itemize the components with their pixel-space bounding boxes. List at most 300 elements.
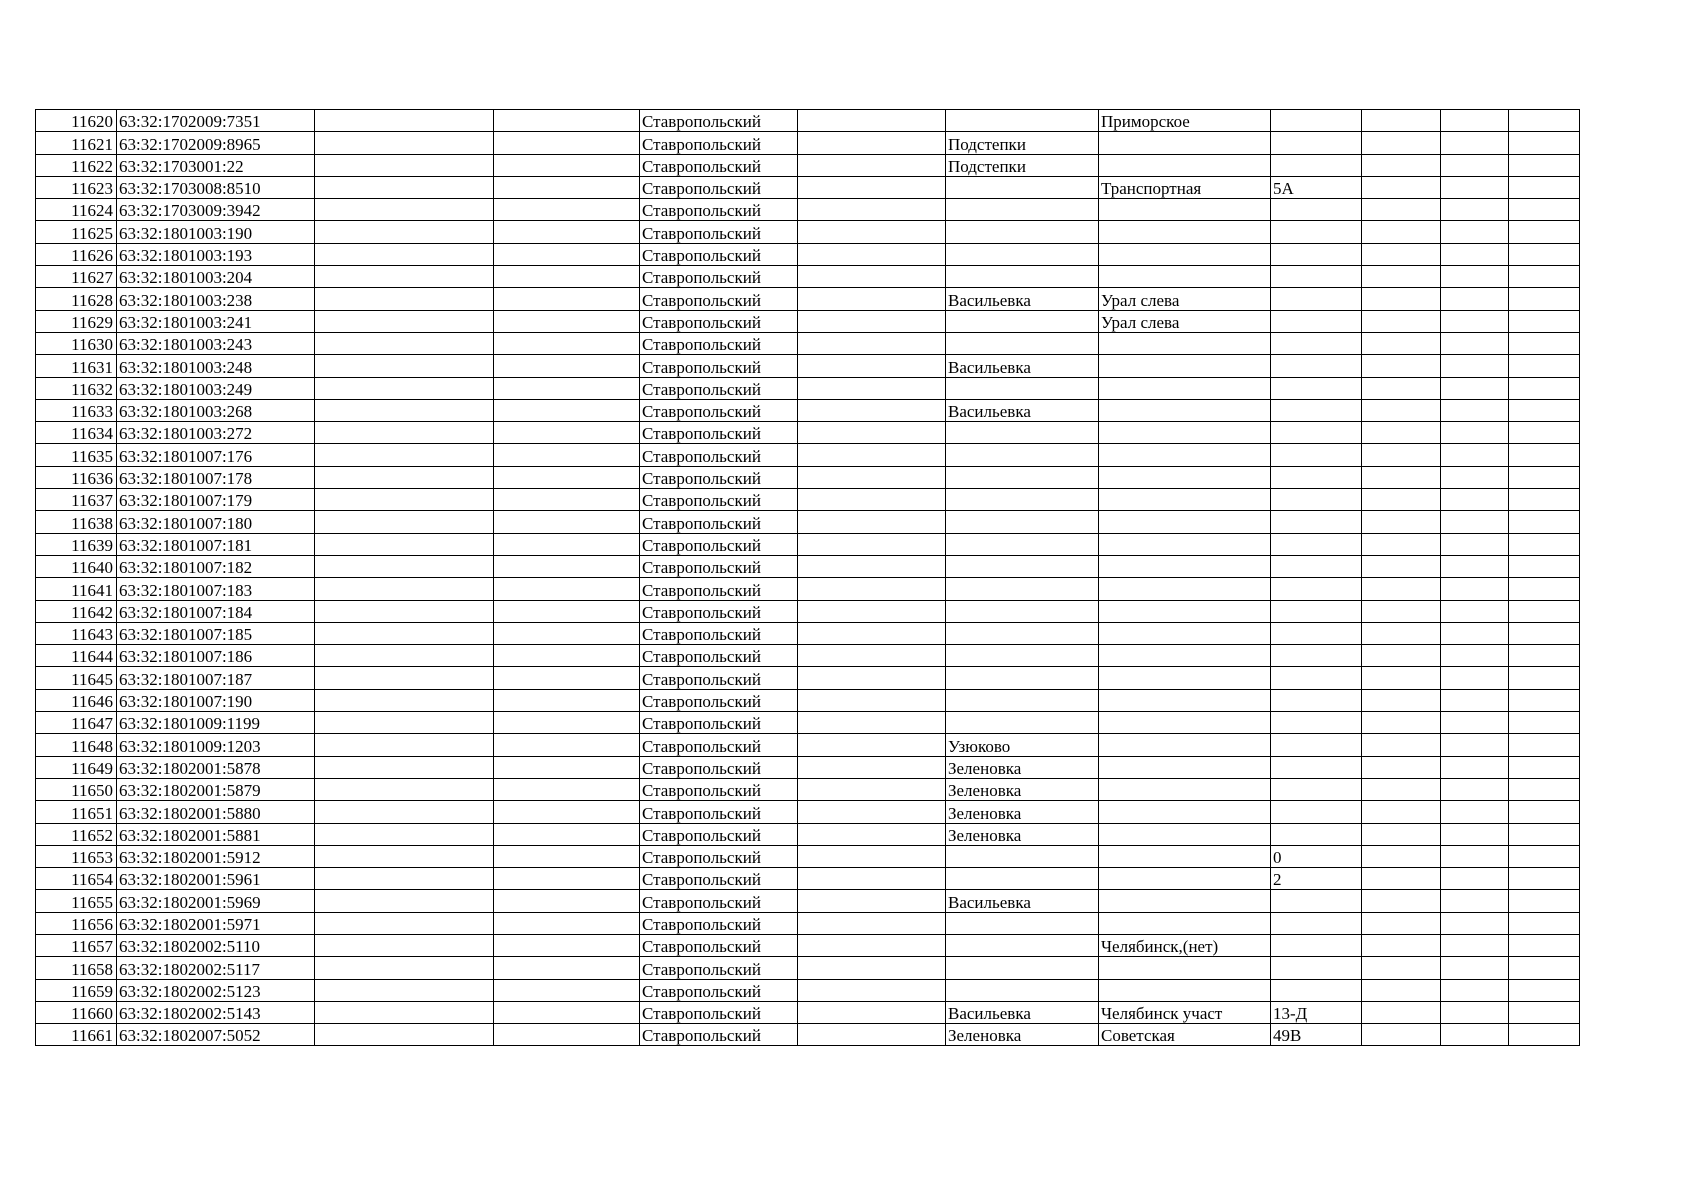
empty-cell: [1362, 890, 1441, 912]
cadastral-number-cell: 63:32:1801003:249: [117, 377, 315, 399]
empty-cell: [1441, 667, 1509, 689]
empty-cell: [1441, 377, 1509, 399]
settlement-cell: Зеленовка: [946, 756, 1099, 778]
empty-cell: [1509, 176, 1580, 198]
settlement-cell: [946, 377, 1099, 399]
empty-cell: [494, 243, 640, 265]
empty-cell: [494, 154, 640, 176]
street-cell: [1099, 734, 1271, 756]
row-number-cell: 11640: [36, 555, 117, 577]
empty-cell: [315, 555, 494, 577]
empty-cell: [1509, 712, 1580, 734]
empty-cell: [1441, 332, 1509, 354]
empty-cell: [315, 176, 494, 198]
table-row: [36, 555, 1580, 577]
empty-cell: [494, 934, 640, 956]
empty-cell: [1362, 288, 1441, 310]
table-row: [36, 778, 1580, 800]
table-row: [36, 266, 1580, 288]
house-number-cell: 2: [1271, 868, 1362, 890]
empty-cell: [1509, 154, 1580, 176]
empty-cell: [494, 266, 640, 288]
empty-cell: [315, 444, 494, 466]
empty-cell: [1509, 399, 1580, 421]
street-cell: [1099, 868, 1271, 890]
empty-cell: [494, 466, 640, 488]
row-number-cell: 11628: [36, 288, 117, 310]
street-cell: [1099, 645, 1271, 667]
table-row: [36, 511, 1580, 533]
empty-cell: [1362, 778, 1441, 800]
row-number-cell: 11657: [36, 934, 117, 956]
empty-cell: [798, 489, 946, 511]
district-cell: Ставропольский: [640, 489, 798, 511]
empty-cell: [494, 622, 640, 644]
street-cell: [1099, 979, 1271, 1001]
empty-cell: [1441, 199, 1509, 221]
district-cell: Ставропольский: [640, 110, 798, 132]
street-cell: [1099, 600, 1271, 622]
cadastral-number-cell: 63:32:1802001:5880: [117, 801, 315, 823]
empty-cell: [798, 756, 946, 778]
empty-cell: [1362, 756, 1441, 778]
empty-cell: [1441, 132, 1509, 154]
empty-cell: [494, 489, 640, 511]
empty-cell: [1441, 823, 1509, 845]
settlement-cell: [946, 243, 1099, 265]
district-cell: Ставропольский: [640, 243, 798, 265]
empty-cell: [1509, 578, 1580, 600]
row-number-cell: 11627: [36, 266, 117, 288]
street-cell: [1099, 622, 1271, 644]
street-cell: [1099, 712, 1271, 734]
table-row: [36, 176, 1580, 198]
street-cell: [1099, 422, 1271, 444]
empty-cell: [798, 288, 946, 310]
empty-cell: [315, 890, 494, 912]
house-number-cell: [1271, 734, 1362, 756]
house-number-cell: [1271, 110, 1362, 132]
table-row: [36, 845, 1580, 867]
empty-cell: [1441, 578, 1509, 600]
cadastral-number-cell: 63:32:1702009:8965: [117, 132, 315, 154]
empty-cell: [494, 288, 640, 310]
settlement-cell: Узюково: [946, 734, 1099, 756]
empty-cell: [315, 533, 494, 555]
house-number-cell: [1271, 890, 1362, 912]
district-cell: Ставропольский: [640, 355, 798, 377]
settlement-cell: [946, 310, 1099, 332]
empty-cell: [798, 466, 946, 488]
empty-cell: [315, 689, 494, 711]
empty-cell: [1441, 1001, 1509, 1023]
settlement-cell: [946, 466, 1099, 488]
table-row: [36, 622, 1580, 644]
empty-cell: [798, 355, 946, 377]
empty-cell: [494, 712, 640, 734]
house-number-cell: [1271, 578, 1362, 600]
district-cell: Ставропольский: [640, 578, 798, 600]
house-number-cell: [1271, 600, 1362, 622]
row-number-cell: 11643: [36, 622, 117, 644]
table-row: [36, 422, 1580, 444]
district-cell: Ставропольский: [640, 266, 798, 288]
district-cell: Ставропольский: [640, 979, 798, 1001]
table-row: [36, 868, 1580, 890]
empty-cell: [1509, 890, 1580, 912]
street-cell: Приморское: [1099, 110, 1271, 132]
row-number-cell: 11635: [36, 444, 117, 466]
settlement-cell: [946, 533, 1099, 555]
empty-cell: [494, 868, 640, 890]
empty-cell: [1362, 266, 1441, 288]
empty-cell: [1509, 868, 1580, 890]
empty-cell: [315, 823, 494, 845]
empty-cell: [315, 466, 494, 488]
empty-cell: [494, 979, 640, 1001]
house-number-cell: [1271, 243, 1362, 265]
house-number-cell: [1271, 957, 1362, 979]
row-number-cell: 11630: [36, 332, 117, 354]
cadastral-number-cell: 63:32:1801003:248: [117, 355, 315, 377]
empty-cell: [1441, 399, 1509, 421]
empty-cell: [798, 377, 946, 399]
cadastral-number-cell: 63:32:1801003:241: [117, 310, 315, 332]
table-row: [36, 934, 1580, 956]
empty-cell: [1441, 511, 1509, 533]
street-cell: [1099, 332, 1271, 354]
house-number-cell: 5А: [1271, 176, 1362, 198]
settlement-cell: Васильевка: [946, 1001, 1099, 1023]
settlement-cell: [946, 489, 1099, 511]
street-cell: [1099, 266, 1271, 288]
table-row: [36, 957, 1580, 979]
table-row: [36, 823, 1580, 845]
empty-cell: [1441, 266, 1509, 288]
empty-cell: [1362, 912, 1441, 934]
empty-cell: [1362, 689, 1441, 711]
house-number-cell: [1271, 154, 1362, 176]
empty-cell: [315, 645, 494, 667]
settlement-cell: Васильевка: [946, 399, 1099, 421]
empty-cell: [315, 712, 494, 734]
empty-cell: [1362, 489, 1441, 511]
empty-cell: [1509, 377, 1580, 399]
street-cell: [1099, 221, 1271, 243]
empty-cell: [494, 533, 640, 555]
settlement-cell: [946, 176, 1099, 198]
empty-cell: [315, 154, 494, 176]
empty-cell: [315, 845, 494, 867]
street-cell: [1099, 132, 1271, 154]
house-number-cell: [1271, 422, 1362, 444]
settlement-cell: Зеленовка: [946, 823, 1099, 845]
street-cell: [1099, 578, 1271, 600]
row-number-cell: 11639: [36, 533, 117, 555]
empty-cell: [1509, 199, 1580, 221]
empty-cell: [798, 511, 946, 533]
table-row: [36, 288, 1580, 310]
row-number-cell: 11642: [36, 600, 117, 622]
empty-cell: [494, 957, 640, 979]
empty-cell: [1509, 622, 1580, 644]
row-number-cell: 11621: [36, 132, 117, 154]
empty-cell: [1509, 221, 1580, 243]
table-row: [36, 756, 1580, 778]
street-cell: [1099, 399, 1271, 421]
empty-cell: [1441, 689, 1509, 711]
settlement-cell: [946, 934, 1099, 956]
empty-cell: [798, 667, 946, 689]
street-cell: [1099, 845, 1271, 867]
empty-cell: [1509, 310, 1580, 332]
empty-cell: [1441, 221, 1509, 243]
empty-cell: [798, 132, 946, 154]
empty-cell: [315, 1001, 494, 1023]
row-number-cell: 11631: [36, 355, 117, 377]
empty-cell: [494, 845, 640, 867]
empty-cell: [798, 890, 946, 912]
cadastral-number-cell: 63:32:1802001:5961: [117, 868, 315, 890]
district-cell: Ставропольский: [640, 890, 798, 912]
row-number-cell: 11629: [36, 310, 117, 332]
empty-cell: [315, 1024, 494, 1046]
empty-cell: [1509, 288, 1580, 310]
cadastral-number-cell: 63:32:1801003:204: [117, 266, 315, 288]
house-number-cell: 49В: [1271, 1024, 1362, 1046]
row-number-cell: 11644: [36, 645, 117, 667]
street-cell: [1099, 511, 1271, 533]
street-cell: [1099, 466, 1271, 488]
empty-cell: [1362, 399, 1441, 421]
cadastral-number-cell: 63:32:1703008:8510: [117, 176, 315, 198]
empty-cell: [798, 533, 946, 555]
empty-cell: [494, 176, 640, 198]
settlement-cell: [946, 667, 1099, 689]
empty-cell: [1441, 845, 1509, 867]
street-cell: [1099, 154, 1271, 176]
settlement-cell: Подстепки: [946, 154, 1099, 176]
street-cell: [1099, 689, 1271, 711]
table-row: [36, 310, 1580, 332]
settlement-cell: [946, 332, 1099, 354]
empty-cell: [1441, 890, 1509, 912]
house-number-cell: [1271, 221, 1362, 243]
cadastral-number-cell: 63:32:1801007:187: [117, 667, 315, 689]
district-cell: Ставропольский: [640, 377, 798, 399]
empty-cell: [798, 645, 946, 667]
empty-cell: [1509, 667, 1580, 689]
empty-cell: [494, 221, 640, 243]
house-number-cell: [1271, 555, 1362, 577]
empty-cell: [1441, 712, 1509, 734]
district-cell: Ставропольский: [640, 734, 798, 756]
cadastral-number-cell: 63:32:1801007:185: [117, 622, 315, 644]
cadastral-number-cell: 63:32:1802002:5143: [117, 1001, 315, 1023]
house-number-cell: [1271, 266, 1362, 288]
empty-cell: [494, 890, 640, 912]
empty-cell: [1362, 422, 1441, 444]
empty-cell: [798, 444, 946, 466]
empty-cell: [1362, 310, 1441, 332]
street-cell: [1099, 801, 1271, 823]
settlement-cell: [946, 221, 1099, 243]
row-number-cell: 11653: [36, 845, 117, 867]
table-row: [36, 332, 1580, 354]
empty-cell: [1509, 533, 1580, 555]
table-row: [36, 712, 1580, 734]
table-row: [36, 801, 1580, 823]
empty-cell: [1509, 645, 1580, 667]
empty-cell: [1362, 578, 1441, 600]
empty-cell: [315, 243, 494, 265]
house-number-cell: 13-Д: [1271, 1001, 1362, 1023]
district-cell: Ставропольский: [640, 600, 798, 622]
district-cell: Ставропольский: [640, 221, 798, 243]
empty-cell: [1362, 622, 1441, 644]
district-cell: Ставропольский: [640, 801, 798, 823]
empty-cell: [1441, 489, 1509, 511]
empty-cell: [494, 756, 640, 778]
street-cell: [1099, 957, 1271, 979]
empty-cell: [798, 979, 946, 1001]
empty-cell: [1441, 934, 1509, 956]
row-number-cell: 11661: [36, 1024, 117, 1046]
empty-cell: [1509, 823, 1580, 845]
empty-cell: [1509, 957, 1580, 979]
empty-cell: [315, 332, 494, 354]
empty-cell: [798, 600, 946, 622]
empty-cell: [1362, 533, 1441, 555]
house-number-cell: [1271, 667, 1362, 689]
district-cell: Ставропольский: [640, 645, 798, 667]
table-row: [36, 689, 1580, 711]
house-number-cell: [1271, 934, 1362, 956]
empty-cell: [1362, 221, 1441, 243]
district-cell: Ставропольский: [640, 957, 798, 979]
house-number-cell: [1271, 511, 1362, 533]
table-row: [36, 1024, 1580, 1046]
empty-cell: [798, 578, 946, 600]
district-cell: Ставропольский: [640, 511, 798, 533]
house-number-cell: [1271, 399, 1362, 421]
house-number-cell: [1271, 823, 1362, 845]
row-number-cell: 11625: [36, 221, 117, 243]
district-cell: Ставропольский: [640, 912, 798, 934]
table-row: [36, 199, 1580, 221]
empty-cell: [315, 310, 494, 332]
empty-cell: [1441, 444, 1509, 466]
cadastral-number-cell: 63:32:1802001:5971: [117, 912, 315, 934]
empty-cell: [494, 600, 640, 622]
empty-cell: [315, 377, 494, 399]
cadastral-number-cell: 63:32:1801007:179: [117, 489, 315, 511]
district-cell: Ставропольский: [640, 533, 798, 555]
empty-cell: [494, 310, 640, 332]
empty-cell: [1362, 466, 1441, 488]
empty-cell: [1441, 801, 1509, 823]
empty-cell: [798, 712, 946, 734]
empty-cell: [1441, 355, 1509, 377]
empty-cell: [1441, 555, 1509, 577]
empty-cell: [798, 332, 946, 354]
empty-cell: [798, 154, 946, 176]
table-row: [36, 734, 1580, 756]
empty-cell: [315, 288, 494, 310]
empty-cell: [494, 377, 640, 399]
empty-cell: [315, 221, 494, 243]
empty-cell: [798, 912, 946, 934]
empty-cell: [1362, 199, 1441, 221]
empty-cell: [494, 1024, 640, 1046]
house-number-cell: [1271, 622, 1362, 644]
empty-cell: [798, 221, 946, 243]
empty-cell: [494, 332, 640, 354]
row-number-cell: 11637: [36, 489, 117, 511]
cadastral-number-cell: 63:32:1802007:5052: [117, 1024, 315, 1046]
district-cell: Ставропольский: [640, 868, 798, 890]
table-row: [36, 444, 1580, 466]
table-row: [36, 979, 1580, 1001]
row-number-cell: 11648: [36, 734, 117, 756]
settlement-cell: Зеленовка: [946, 801, 1099, 823]
district-cell: Ставропольский: [640, 622, 798, 644]
row-number-cell: 11624: [36, 199, 117, 221]
empty-cell: [494, 444, 640, 466]
house-number-cell: [1271, 466, 1362, 488]
empty-cell: [315, 511, 494, 533]
settlement-cell: [946, 511, 1099, 533]
settlement-cell: Зеленовка: [946, 778, 1099, 800]
cadastral-number-cell: 63:32:1802001:5879: [117, 778, 315, 800]
empty-cell: [1362, 377, 1441, 399]
district-cell: Ставропольский: [640, 466, 798, 488]
empty-cell: [1362, 823, 1441, 845]
row-number-cell: 11655: [36, 890, 117, 912]
cadastral-number-cell: 63:32:1801007:186: [117, 645, 315, 667]
table-row: [36, 110, 1580, 132]
empty-cell: [1509, 355, 1580, 377]
table-body: [36, 110, 1580, 1046]
district-cell: Ставропольский: [640, 555, 798, 577]
empty-cell: [315, 489, 494, 511]
empty-cell: [494, 399, 640, 421]
empty-cell: [315, 578, 494, 600]
empty-cell: [315, 957, 494, 979]
table-row: [36, 600, 1580, 622]
empty-cell: [798, 957, 946, 979]
house-number-cell: [1271, 132, 1362, 154]
registry-table: [35, 109, 1580, 1046]
cadastral-number-cell: 63:32:1702009:7351: [117, 110, 315, 132]
cadastral-number-cell: 63:32:1802002:5110: [117, 934, 315, 956]
empty-cell: [315, 266, 494, 288]
street-cell: Челябинск,(нет): [1099, 934, 1271, 956]
cadastral-number-cell: 63:32:1801003:238: [117, 288, 315, 310]
empty-cell: [494, 132, 640, 154]
district-cell: Ставропольский: [640, 199, 798, 221]
row-number-cell: 11636: [36, 466, 117, 488]
empty-cell: [1441, 154, 1509, 176]
street-cell: Челябинск участ: [1099, 1001, 1271, 1023]
district-cell: Ставропольский: [640, 154, 798, 176]
empty-cell: [1441, 957, 1509, 979]
empty-cell: [494, 422, 640, 444]
street-cell: [1099, 890, 1271, 912]
empty-cell: [1509, 444, 1580, 466]
row-number-cell: 11623: [36, 176, 117, 198]
street-cell: Транспортная: [1099, 176, 1271, 198]
